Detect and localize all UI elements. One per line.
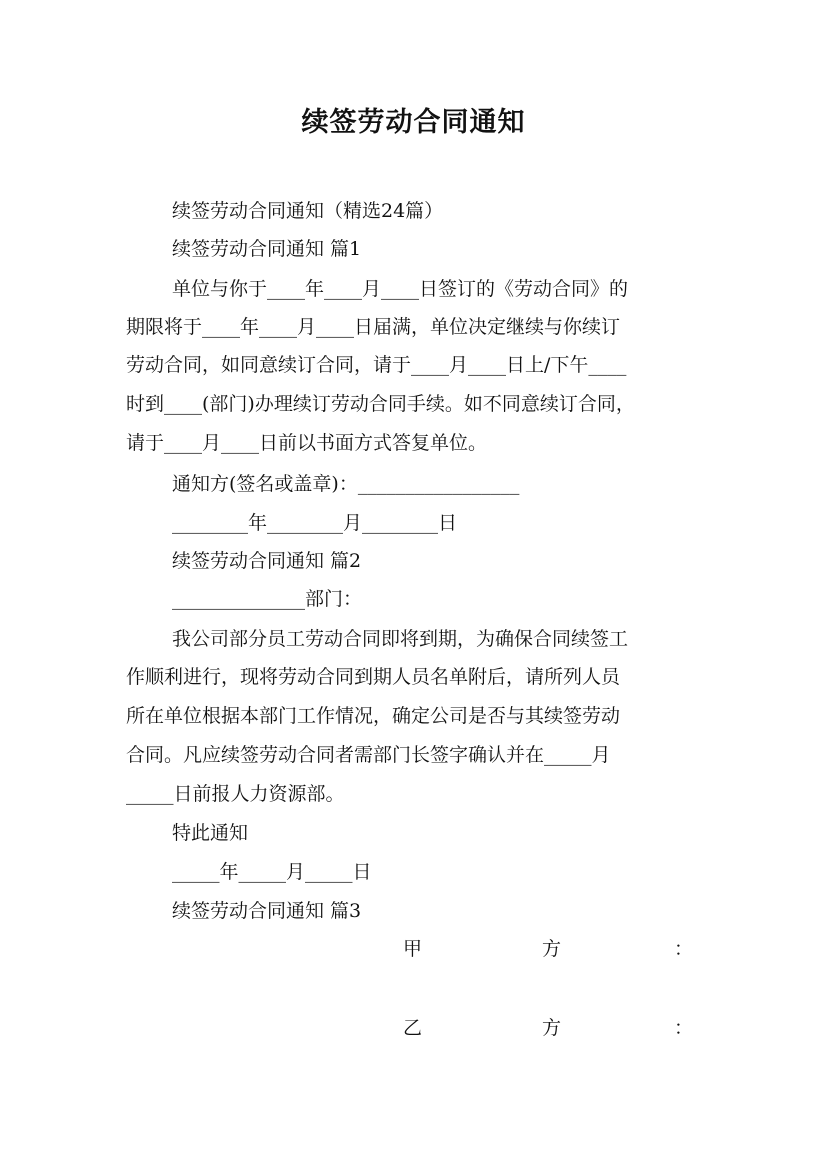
paragraph-line: 作顺利进行，现将劳动合同到期人员名单附后，请所列人员 xyxy=(126,666,621,688)
paragraph-line: 我公司部分员工劳动合同即将到期，为确保合同续签工 xyxy=(172,628,629,650)
date-line: ________年________月________日 xyxy=(172,512,458,534)
signature-line: 通知方(签名或盖章)：_________________ xyxy=(172,473,520,495)
paragraph-line: 请于____月____日前以书面方式答复单位。 xyxy=(126,432,488,454)
paragraph-line: 期限将于____年____月____日届满，单位决定继续与你续订 xyxy=(126,316,621,338)
paragraph-line: 时到____(部门)办理续订劳动合同手续。如不同意续订合同， xyxy=(126,393,635,415)
document-title: 续签劳动合同通知 xyxy=(301,107,526,138)
section-heading-2: 续签劳动合同通知 篇2 xyxy=(172,550,362,572)
party-a-colon: ： xyxy=(674,938,694,960)
party-a-char1: 甲 xyxy=(403,938,423,960)
paragraph-line: 劳动合同，如同意续订合同，请于____月____日上/下午____ xyxy=(126,354,627,376)
paragraph-line: 所在单位根据本部门工作情况，确定公司是否与其续签劳动 xyxy=(126,705,621,727)
document-subtitle: 续签劳动合同通知（精选24篇） xyxy=(172,200,444,222)
section-heading-1: 续签劳动合同通知 篇1 xyxy=(172,238,362,260)
section-heading-3: 续签劳动合同通知 篇3 xyxy=(172,900,362,922)
party-b-char2: 方 xyxy=(542,1017,562,1039)
party-a-char2: 方 xyxy=(542,938,562,960)
department-line: ______________部门： xyxy=(172,588,363,610)
party-b-char1: 乙 xyxy=(403,1017,423,1039)
paragraph-line: _____日前报人力资源部。 xyxy=(126,783,345,805)
date-line: _____年_____月_____日 xyxy=(172,861,372,883)
notice-closing: 特此通知 xyxy=(172,822,249,844)
party-b-colon: ： xyxy=(674,1017,694,1039)
paragraph-line: 合同。凡应续签劳动合同者需部门长签字确认并在_____月 xyxy=(126,744,611,766)
paragraph-line: 单位与你于____年____月____日签订的《劳动合同》的 xyxy=(172,278,629,300)
